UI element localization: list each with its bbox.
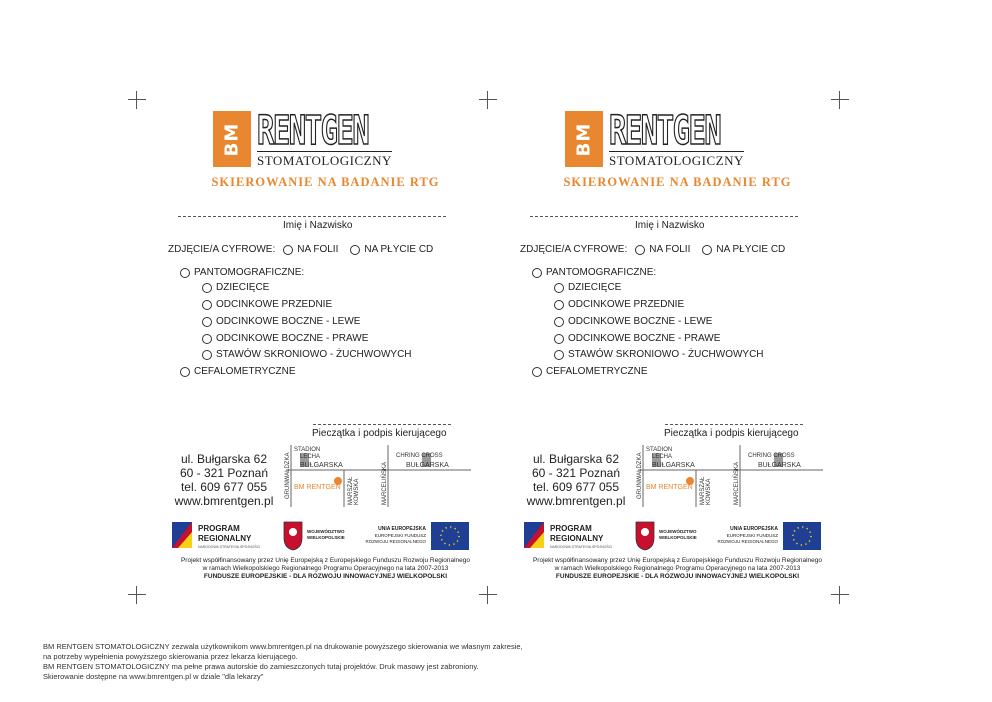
stamp-line: [313, 424, 451, 425]
location-map: [638, 445, 823, 507]
map-marcelinska: MARCELIŃSKA: [382, 461, 388, 505]
referral-card-left: [168, 105, 483, 585]
panto-sub-option[interactable]: ODCINKOWE BOCZNE - PRAWE: [554, 333, 720, 344]
stamp-label: Pieczątka i podpis kierującego: [312, 428, 447, 439]
name-line: [178, 216, 446, 217]
radio-icon: [180, 268, 190, 278]
crop-mark: [128, 586, 146, 604]
eu-ue2: EUROPEJSKI FUNDUSZ: [374, 533, 426, 538]
map-bulgarska: BUŁGARSKA: [406, 462, 449, 469]
crop-mark: [479, 586, 497, 604]
radio-icon: [202, 283, 212, 293]
eu-ue3: ROZWOJU REGIONALNEGO: [365, 539, 426, 544]
map-lecha: LECHA: [300, 454, 321, 460]
map-bulgarska: BUŁGARSKA: [652, 462, 695, 469]
map-kowska: KOWSKA: [706, 478, 712, 505]
panto-option[interactable]: PANTOMOGRAFICZNE:: [532, 267, 656, 278]
radio-icon: [554, 334, 564, 344]
radio-icon: [202, 300, 212, 310]
map-marszal: MARSZAŁ: [348, 476, 354, 505]
eu-ue3: ROZWOJU REGIONALNEGO: [717, 539, 778, 544]
eu-ue1: UNIA EUROPEJSKA: [378, 526, 426, 532]
eu-logos: [168, 518, 483, 558]
digital-row: ZDJĘCIE/A CYFROWE: NA FOLII NA PŁYCIE CD: [520, 244, 786, 255]
bm-badge: BM: [213, 111, 251, 167]
digital-label: ZDJĘCIE/A CYFROWE:: [168, 244, 276, 255]
radio-icon: [202, 317, 212, 327]
radio-plyta-cd[interactable]: [702, 245, 712, 255]
map-marszal: MARSZAŁ: [700, 476, 706, 505]
map-bm-rentgen: BM RENTGEN: [646, 484, 693, 491]
eu-woj1: WOJEWÓDZTWO: [659, 529, 697, 534]
radio-icon: [554, 317, 564, 327]
eu-ue1: UNIA EUROPEJSKA: [730, 526, 778, 532]
stamp-line: [665, 424, 803, 425]
logo-subtitle: STOMATOLOGICZNY: [609, 153, 744, 168]
address-block: [520, 452, 632, 508]
map-bm-rentgen: BM RENTGEN: [294, 484, 341, 491]
panto-option[interactable]: PANTOMOGRAFICZNE:: [180, 267, 304, 278]
footer-line-1: BM RENTGEN STOMATOLOGICZNY zezwala użytkownikom www.bmrentgen.pl na drukowanie powyższego skierowania we własnym zakresie,: [43, 642, 523, 651]
address-block: [168, 452, 280, 508]
bm-badge: BM: [565, 111, 603, 167]
address-street: ul. Bułgarska 62: [180, 452, 268, 466]
panto-sub-option[interactable]: DZIECIĘCE: [554, 282, 621, 293]
project-line-3: FUNDUSZE EUROPEJSKIE - DLA ROZWOJU INNOWACYJNEJ WIELKOPOLSKI: [203, 573, 448, 580]
address-phone: tel. 609 677 055: [532, 480, 620, 494]
radio-icon: [554, 350, 564, 360]
radio-icon: [180, 367, 190, 377]
radio-icon: [554, 283, 564, 293]
map-grunwaldzka: GRUNWALDZKA: [285, 452, 291, 499]
eu-woj2: WIELKOPOLSKIE: [307, 535, 345, 540]
panto-sub-option[interactable]: ODCINKOWE PRZEDNIE: [554, 299, 684, 310]
radio-folia[interactable]: [283, 245, 293, 255]
eu-program1: PROGRAM: [198, 524, 240, 533]
map-bulgarska: BUŁGARSKA: [300, 462, 343, 469]
eu-ue2: EUROPEJSKI FUNDUSZ: [726, 533, 778, 538]
map-marcelinska: MARCELIŃSKA: [734, 461, 740, 505]
address-street: ul. Bułgarska 62: [532, 452, 620, 466]
name-label: Imię i Nazwisko: [635, 220, 705, 231]
name-line: [530, 216, 798, 217]
project-note: [520, 557, 835, 581]
bm-rentgen-logo: [565, 108, 765, 171]
radio-icon: [532, 367, 542, 377]
footer-line-2: na potrzeby wypełnienia powyższego skierowania przez lekarza kierującego.: [43, 652, 298, 661]
eu-woj2: WIELKOPOLSKIE: [659, 535, 697, 540]
digital-row: ZDJĘCIE/A CYFROWE: NA FOLII NA PŁYCIE CD: [168, 244, 434, 255]
eu-program2: REGIONALNY: [198, 534, 252, 543]
bm-rentgen-logo: [213, 108, 413, 171]
radio-folia[interactable]: [635, 245, 645, 255]
project-line-3: FUNDUSZE EUROPEJSKIE - DLA ROZWOJU INNOWACYJNEJ WIELKOPOLSKI: [555, 573, 800, 580]
project-line-2: w ramach Wielkopolskiego Regionalnego Programu Operacyjnego na lata 2007-2013: [554, 565, 801, 572]
logo-subtitle: STOMATOLOGICZNY: [257, 153, 392, 168]
cefalo-option[interactable]: CEFALOMETRYCZNE: [180, 366, 296, 377]
digital-label: ZDJĘCIE/A CYFROWE:: [520, 244, 628, 255]
panto-sub-option[interactable]: DZIECIĘCE: [202, 282, 269, 293]
map-chring: CHRING CROSS: [748, 453, 795, 459]
eu-program3: NARODOWA STRATEGIA SPÓJNOŚCI: [198, 545, 261, 549]
name-label: Imię i Nazwisko: [283, 220, 353, 231]
radio-icon: [532, 268, 542, 278]
location-map: [286, 445, 471, 507]
crop-mark: [128, 91, 146, 109]
panto-sub-option[interactable]: STAWÓW SKRONIOWO - ŻUCHWOWYCH: [554, 349, 764, 360]
logo-rentgen: RENTGEN: [257, 108, 369, 154]
cefalo-option[interactable]: CEFALOMETRYCZNE: [532, 366, 648, 377]
map-stadion: STADION: [294, 447, 321, 453]
eu-woj1: WOJEWÓDZTWO: [307, 529, 345, 534]
panto-sub-option[interactable]: ODCINKOWE BOCZNE - LEWE: [202, 316, 360, 327]
project-line-1: Projekt współfinansowany przez Unię Europejską z Europejskiego Funduszu Rozwoju Regionalnego: [180, 557, 471, 564]
footer-line-4: Skierowanie dostępne na www.bmrentgen.pl w dziale "dla lekarzy": [43, 672, 264, 681]
address-city: 60 - 321 Poznań: [179, 466, 269, 480]
map-chring: CHRING CROSS: [396, 453, 443, 459]
project-line-2: w ramach Wielkopolskiego Regionalnego Programu Operacyjnego na lata 2007-2013: [202, 565, 449, 572]
panto-sub-option[interactable]: ODCINKOWE BOCZNE - PRAWE: [202, 333, 368, 344]
map-lecha: LECHA: [652, 454, 673, 460]
footer-note: [43, 642, 523, 682]
project-note: [168, 557, 483, 581]
stamp-label: Pieczątka i podpis kierującego: [664, 428, 799, 439]
radio-plyta-cd[interactable]: [350, 245, 360, 255]
eu-program3: NARODOWA STRATEGIA SPÓJNOŚCI: [550, 545, 613, 549]
crop-mark: [831, 586, 849, 604]
eu-program2: REGIONALNY: [550, 534, 604, 543]
address-city: 60 - 321 Poznań: [531, 466, 621, 480]
panto-sub-option[interactable]: ODCINKOWE PRZEDNIE: [202, 299, 332, 310]
map-kowska: KOWSKA: [354, 478, 360, 505]
logo-rentgen: RENTGEN: [609, 108, 721, 154]
address-www[interactable]: www.bmrentgen.pl: [174, 494, 274, 508]
panto-sub-option[interactable]: STAWÓW SKRONIOWO - ŻUCHWOWYCH: [202, 349, 412, 360]
map-bulgarska: BUŁGARSKA: [758, 462, 801, 469]
radio-icon: [554, 300, 564, 310]
radio-icon: [202, 350, 212, 360]
map-stadion: STADION: [646, 447, 673, 453]
panto-sub-option[interactable]: ODCINKOWE BOCZNE - LEWE: [554, 316, 712, 327]
footer-line-3: BM RENTGEN STOMATOLOGICZNY ma pełne prawa autorskie do zamieszczonych tutaj projektów. Druk masowy jest zabroniony.: [43, 662, 479, 671]
eu-logos: [520, 518, 835, 558]
radio-icon: [202, 334, 212, 344]
referral-card-right: [520, 105, 835, 585]
address-www[interactable]: www.bmrentgen.pl: [526, 494, 626, 508]
address-phone: tel. 609 677 055: [180, 480, 268, 494]
eu-program1: PROGRAM: [550, 524, 592, 533]
form-title: SKIEROWANIE NA BADANIE RTG: [563, 175, 792, 189]
project-line-1: Projekt współfinansowany przez Unię Europejską z Europejskiego Funduszu Rozwoju Regionalnego: [532, 557, 823, 564]
form-title: SKIEROWANIE NA BADANIE RTG: [211, 175, 440, 189]
map-grunwaldzka: GRUNWALDZKA: [637, 452, 643, 499]
